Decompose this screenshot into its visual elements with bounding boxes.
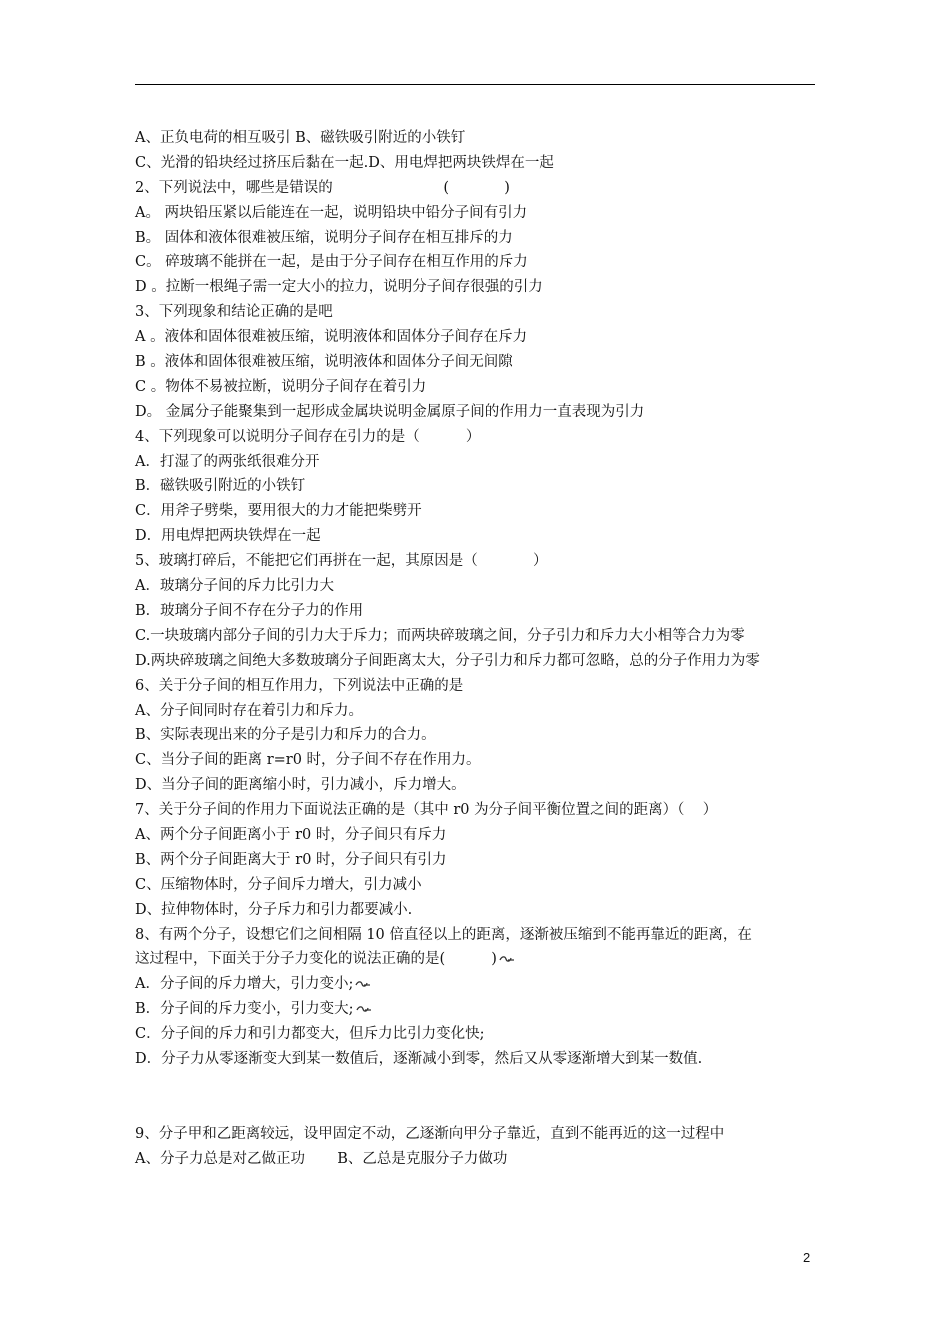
question-5-stem: 5、玻璃打碎后，不能把它们再拼在一起，其原因是（ ）: [135, 553, 548, 570]
option-line: A 。液体和固体很难被压缩，说明液体和固体分子间存在斥力: [135, 329, 528, 346]
question-8-stem-text: 这过程中，下面关于分子力变化的说法正确的是( ): [135, 951, 497, 968]
option-line: B 。液体和固体很难被压缩，说明液体和固体分子间无间隙: [135, 354, 513, 371]
question-7-stem: 7、关于分子间的作用力下面说法正确的是（其中 r0 为分子间平衡位置之间的距离）（ ）: [135, 802, 718, 819]
option-line: A、分子力总是对乙做正功 B、乙总是克服分子力做功: [135, 1150, 508, 1167]
option-line: D 。拉断一根绳子需一定大小的拉力，说明分子间存很强的引力: [135, 279, 543, 296]
question-4-stem: 4、下列现象可以说明分子间存在引力的是（ ）: [135, 428, 481, 445]
page-number: 2: [803, 1250, 811, 1265]
spacer: [135, 1072, 817, 1122]
scribble-mark-icon: [355, 979, 371, 989]
option-line: D．用电焊把两块铁焊在一起: [135, 528, 321, 545]
option-line: C 。物体不易被拉断，说明分子间存在着引力: [135, 378, 427, 395]
option-line: B、两个分子间距离大于 r0 时，分子间只有引力: [135, 851, 447, 868]
option-line: A、分子间同时存在着引力和斥力。: [135, 702, 363, 719]
option-paragraph: C.一块玻璃内部分子间的引力大于斥力；而两块碎玻璃之间，分子引力和斥力大小相等合力为零: [135, 627, 745, 644]
option-text: B．分子间的斥力变小，引力变大;: [135, 1001, 354, 1018]
scribble-mark-icon: [499, 954, 515, 964]
option-line: B、实际表现出来的分子是引力和斥力的合力。: [135, 727, 436, 744]
option-line: A．打湿了的两张纸很难分开: [135, 453, 320, 470]
option-line: B．磁铁吸引附近的小铁钉: [135, 478, 306, 495]
option-line: C、当分子间的距离 r=r0 时，分子间不存在作用力。: [135, 752, 481, 769]
option-line: C、压缩物体时，分子间斥力增大，引力减小: [135, 876, 422, 893]
option-text: A．分子间的斥力增大，引力变小;: [135, 976, 354, 993]
option-line: A．玻璃分子间的斥力比引力大: [135, 578, 334, 595]
question-6-stem: 6、关于分子间的相互作用力，下列说法中正确的是: [135, 677, 464, 694]
text-line: A、正负电荷的相互吸引 B、磁铁吸引附近的小铁钉: [135, 130, 466, 146]
question-3-stem: 3、下列现象和结论正确的是吧: [135, 304, 333, 321]
option-line: B。 固体和液体很难被压缩，说明分子间存在相互排斥的力: [135, 229, 513, 246]
option-line: A、两个分子间距离小于 r0 时，分子间只有斥力: [135, 826, 447, 843]
question-2-stem: 2、下列说法中，哪些是错误的 ( ): [135, 179, 510, 196]
option-line: B．玻璃分子间不存在分子力的作用: [135, 602, 364, 619]
option-line: C．分子间的斥力和引力都变大，但斥力比引力变化快;: [135, 1026, 485, 1043]
option-line: C．用斧子劈柴，要用很大的力才能把柴劈开: [135, 503, 422, 520]
option-line: [135, 997, 817, 1022]
option-line: A。 两块铅压紧以后能连在一起，说明铅块中铅分子间有引力: [135, 204, 528, 221]
option-line: [135, 972, 817, 997]
question-8-stem-line: 8、有两个分子，设想它们之间相隔 10 倍直径以上的距离，逐渐被压缩到不能再靠近的距离，在: [135, 926, 752, 943]
question-9-stem: 9、分子甲和乙距离较远，设甲固定不动，乙逐渐向甲分子靠近，直到不能再近的这一过程中: [135, 1125, 725, 1142]
question-8-stem-line: [135, 947, 817, 972]
document-body: [135, 126, 817, 1172]
option-line: D、拉伸物体时，分子斥力和引力都要减小.: [135, 901, 413, 918]
option-line: D．分子力从零逐渐变大到某一数值后，逐渐减小到零，然后又从零逐渐增大到某一数值.: [135, 1050, 703, 1067]
header-rule: [135, 84, 815, 85]
option-line: C。 碎玻璃不能拼在一起，是由于分子间存在相互作用的斥力: [135, 254, 528, 271]
scribble-mark-icon: [356, 1004, 372, 1014]
option-paragraph: D.两块碎玻璃之间绝大多数玻璃分子间距离太大，分子引力和斥力都可忽略，总的分子作用力为零: [135, 652, 760, 669]
option-line: D。 金属分子能聚集到一起形成金属块说明金属原子间的作用力一直表现为引力: [135, 403, 645, 420]
text-line: C、光滑的铅块经过挤压后黏在一起.D、用电焊把两块铁焊在一起: [135, 154, 554, 171]
option-line: D、当分子间的距离缩小时，引力减小，斥力增大。: [135, 777, 466, 794]
